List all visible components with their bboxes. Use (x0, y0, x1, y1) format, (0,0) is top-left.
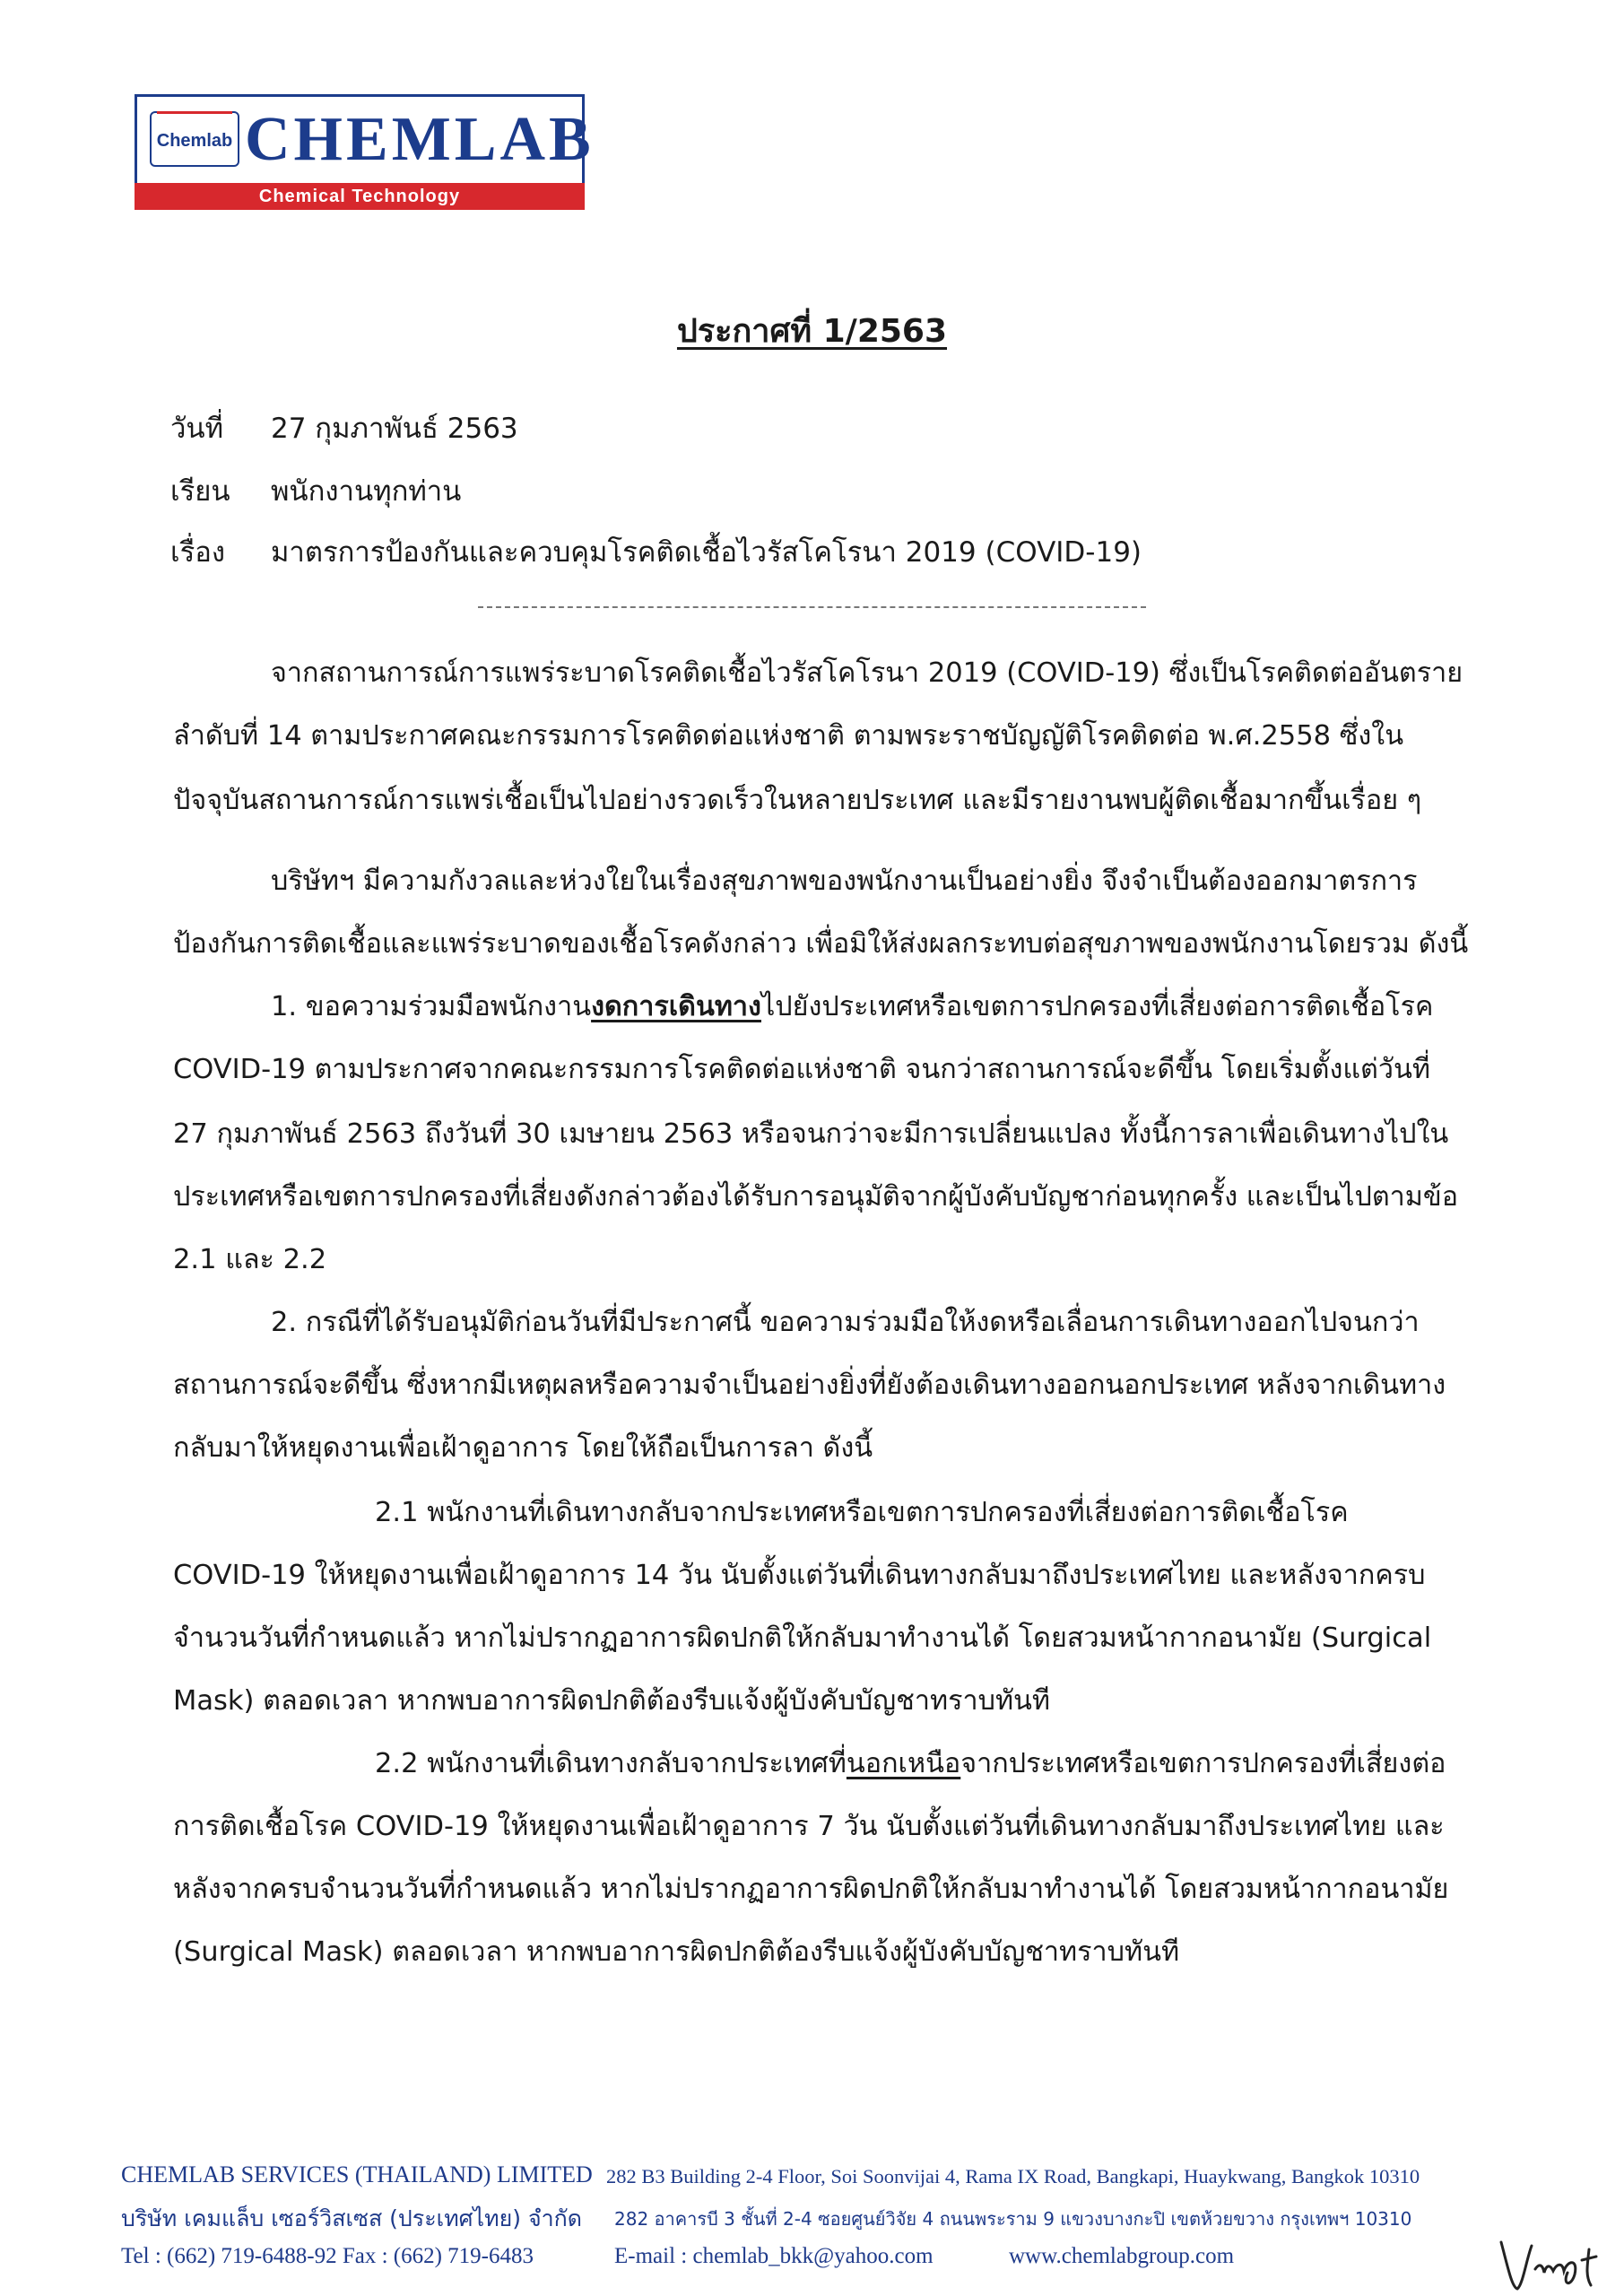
logo-emblem-text: Chemlab (156, 131, 233, 151)
subitem-2-2-emphasis: นอกเหนือ (846, 1748, 961, 1779)
subject-label: เรื่อง (170, 536, 226, 569)
subitem-2-2-line: (Surgical Mask) ตลอดเวลา หากพบอาการผิดปกติต้องรีบแจ้งผู้บังคับบัญชาทราบทันที (173, 1936, 1180, 1968)
subitem-2-1-line: COVID-19 ให้หยุดงานเพื่อเฝ้าดูอาการ 14 วัน นับตั้งแต่วันที่เดินทางกลับมาถึงประเทศไทย และหลังจากครบ (173, 1560, 1426, 1591)
footer-email: E-mail : chemlab_bkk@yahoo.com (614, 2244, 934, 2268)
logo-name: CHEMLAB (245, 105, 595, 174)
paragraph-line: ลำดับที่ 14 ตามประกาศคณะกรรมการโรคติดต่อแห่งชาติ ตามพระราชบัญญัติโรคติดต่อ พ.ศ.2558 ซึ่งใน (173, 720, 1404, 752)
item-2-line: สถานการณ์จะดีขึ้น ซึ่งหากมีเหตุผลหรือความจำเป็นอย่างยิ่งที่ยังต้องเดินทางออกนอกประเทศ หลังจากเดินทาง (173, 1370, 1446, 1401)
item-1-line (271, 985, 1433, 1028)
item-1-line: COVID-19 ตามประกาศจากคณะกรรมการโรคติดต่อแห่งชาติ จนกว่าสถานการณ์จะดีขึ้น โดยเริ่มตั้งแต่วันที่ (173, 1054, 1430, 1085)
company-logo (135, 94, 595, 209)
item-1-line: ประเทศหรือเขตการปกครองที่เสี่ยงดังกล่าวต้องได้รับการอนุมัติจากผู้บังคับบัญชาก่อนทุกครั้ง และเป็นไปตามข้อ (173, 1181, 1459, 1213)
footer-company-th: บริษัท เคมแล็บ เซอร์วิสเซส (ประเทศไทย) จำกัด (121, 2205, 583, 2231)
footer-website: www.chemlabgroup.com (1009, 2244, 1235, 2268)
logo-tagline: Chemical Technology (135, 183, 585, 210)
recipient-label: เรียน (170, 475, 230, 508)
signature-mark (1496, 2233, 1603, 2296)
item-1-text: 1. ขอความร่วมมือพนักงาน (271, 991, 592, 1022)
paragraph-line: บริษัทฯ มีความกังวลและห่วงใยในเรื่องสุขภาพของพนักงานเป็นอย่างยิ่ง จึงจำเป็นต้องออกมาตรการ (271, 865, 1418, 897)
paragraph-line: ปัจจุบันสถานการณ์การแพร่เชื้อเป็นไปอย่างรวดเร็วในหลายประเทศ และมีรายงานพบผู้ติดเชื้อมากขึ้นเรื่อย ๆ (173, 785, 1422, 816)
item-2-line: 2. กรณีที่ได้รับอนุมัติก่อนวันที่มีประกาศนี้ ขอความร่วมมือให้งดหรือเลื่อนการเดินทางออกไปจนกว่า (271, 1307, 1420, 1338)
item-1-line: 2.1 และ 2.2 (173, 1244, 327, 1275)
paragraph-line: ป้องกันการติดเชื้อและแพร่ระบาดของเชื้อโรคดังกล่าว เพื่อมิให้ส่งผลกระทบต่อสุขภาพของพนักงานโดยรวม ดังนี้ (173, 928, 1469, 960)
item-2-line: กลับมาให้หยุดงานเพื่อเฝ้าดูอาการ โดยให้ถือเป็นการลา ดังนี้ (173, 1432, 873, 1464)
separator-line (478, 606, 1146, 608)
subitem-2-2-text: 2.2 พนักงานที่เดินทางกลับจากประเทศที่ (375, 1748, 847, 1779)
subitem-2-2-line (375, 1742, 1446, 1785)
subitem-2-2-line: หลังจากครบจำนวนวันที่กำหนดแล้ว หากไม่ปรากฏอาการผิดปกติให้กลับมาทำงานได้ โดยสวมหน้ากากอนามัย (173, 1874, 1449, 1905)
item-1-line: 27 กุมภาพันธ์ 2563 ถึงวันที่ 30 เมษายน 2563 หรือจนกว่าจะมีการเปลี่ยนแปลง ทั้งนี้การลาเพื่อเดินทางไปใน (173, 1118, 1449, 1150)
item-1-emphasis: งดการเดินทาง (591, 991, 761, 1022)
item-1-text: ไปยังประเทศหรือเขตการปกครองที่เสี่ยงต่อการติดเชื้อโรค (760, 991, 1434, 1022)
footer-address-th: 282 อาคารบี 3 ชั้นที่ 2-4 ซอยศูนย์วิจัย 4 ถนนพระราม 9 แขวงบางกะปิ เขตห้วยขวาง กรุงเทพฯ 10310 (614, 2208, 1412, 2230)
footer-address-en: 282 B3 Building 2-4 Floor, Soi Soonvijai 4, Rama IX Road, Bangkapi, Huaykwang, Bangkok 10310 (606, 2165, 1420, 2187)
date-value: 27 กุมภาพันธ์ 2563 (271, 413, 518, 445)
subject-value: มาตรการป้องกันและควบคุมโรคติดเชื้อไวรัสโคโรนา 2019 (COVID-19) (271, 536, 1142, 569)
logo-emblem-icon (150, 111, 239, 167)
paragraph-line: จากสถานการณ์การแพร่ระบาดโรคติดเชื้อไวรัสโคโรนา 2019 (COVID-19) ซึ่งเป็นโรคติดต่ออันตราย (271, 657, 1463, 689)
subitem-2-2-line: การติดเชื้อโรค COVID-19 ให้หยุดงานเพื่อเฝ้าดูอาการ 7 วัน นับตั้งแต่วันที่เดินทางกลับมาถึงประเทศไทย และ (173, 1811, 1445, 1842)
recipient-value: พนักงานทุกท่าน (271, 475, 462, 508)
subitem-2-1-line: จำนวนวันที่กำหนดแล้ว หากไม่ปรากฏอาการผิดปกติให้กลับมาทำงานได้ โดยสวมหน้ากากอนามัย (Surgical (173, 1622, 1432, 1654)
document-title: ประกาศที่ 1/2563 (676, 313, 948, 350)
date-label: วันที่ (170, 413, 224, 445)
subitem-2-1-line: Mask) ตลอดเวลา หากพบอาการผิดปกติต้องรีบแจ้งผู้บังคับบัญชาทราบทันที (173, 1685, 1051, 1717)
subitem-2-1-line: 2.1 พนักงานที่เดินทางกลับจากประเทศหรือเขตการปกครองที่เสี่ยงต่อการติดเชื้อโรค (375, 1497, 1349, 1528)
logo-frame (135, 94, 595, 186)
footer-company-en: CHEMLAB SERVICES (THAILAND) LIMITED (121, 2161, 593, 2187)
footer-tel-fax: Tel : (662) 719-6488-92 Fax : (662) 719-6483 (121, 2244, 534, 2268)
subitem-2-2-text: จากประเทศหรือเขตการปกครองที่เสี่ยงต่อ (960, 1748, 1446, 1779)
